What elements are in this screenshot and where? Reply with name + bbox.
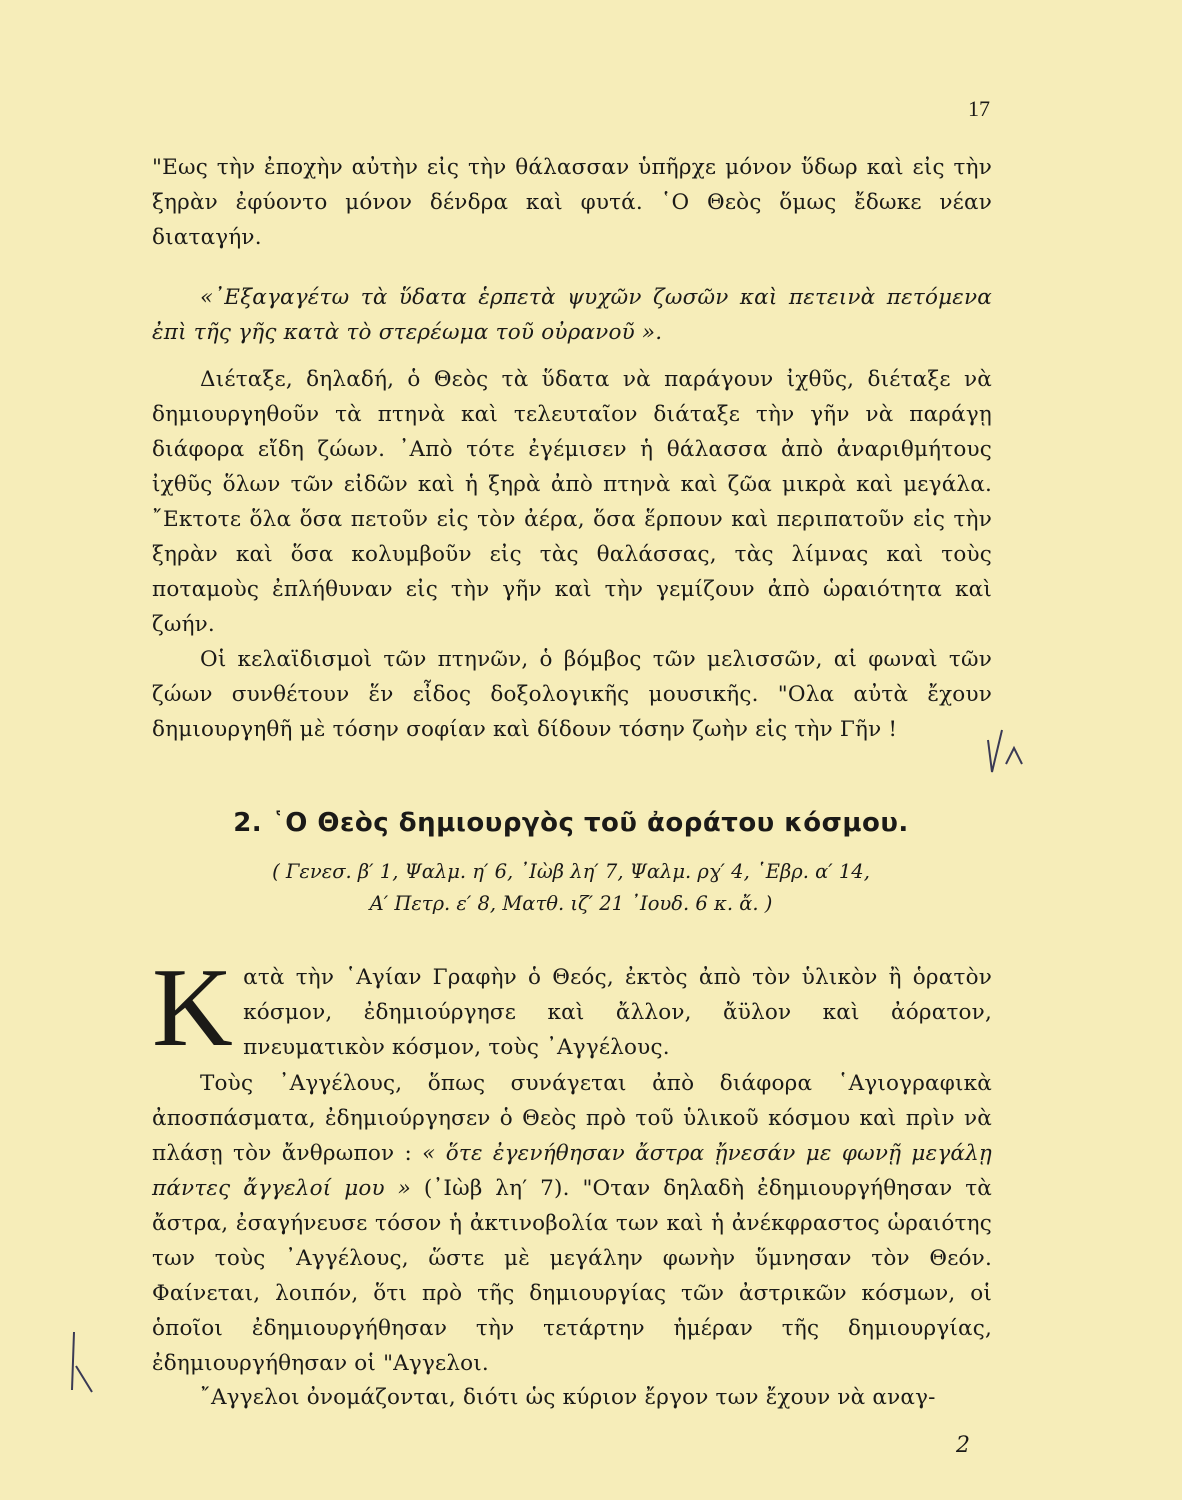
paragraph-1-text: "Εως τὴν ἐποχὴν αὐτὴν εἰς τὴν θάλασσαν ὑπῆρχε μόνον ὕδωρ καὶ εἰς τὴν ξηρὰν ἐφύοντο μόνον δένδρα καὶ φυτά. ῾Ο Θεὸς ὅμως ἔδωκε νέαν διαταγήν.: [152, 155, 992, 250]
paragraph-6-end: (᾿Ιὼβ λη′ 7). "Οταν δηλαδὴ ἐδημιουργήθησαν τὰ ἄστρα, ἐσαγήνευσε τόσον ἡ ἀκτινοβολία των καὶ ἡ ἀνέκφραστος ὡραιότης των τοὺς ᾿Αγγέλους, ὥστε μὲ μεγάλην φωνὴν ὕμνησαν τὸν Θεόν. Φαίνεται, λοιπόν, ὅτι πρὸ τῆς δημιουργίας τῶν ἀστρικῶν κόσμων, οἱ ὁποῖοι ἐδημιουργήθησαν τὴν τετάρτην ἡμέραν τῆς δημιουργίας, ἐδημιουργήθησαν οἱ "Αγγελοι.: [152, 1176, 993, 1376]
scripture-quote-text: «᾿Εξαγαγέτω τὰ ὕδατα ἑρπετὰ ψυχῶν ζωσῶν καὶ πετεινὰ πετόμενα ἐπὶ τῆς γῆς κατὰ τὸ στερέωμα τοῦ οὐρανοῦ ».: [152, 285, 992, 345]
paragraph-3-text: Διέταξε, δηλαδή, ὁ Θεὸς τὰ ὕδατα νὰ παράγουν ἰχθῦς, διέταξε νὰ δημιουργηθοῦν τὰ πτηνὰ καὶ τελευταῖον διάταξε τὴν γῆν νὰ παράγῃ διάφορα εἴδη ζώων. ᾿Απὸ τότε ἐγέμισεν ἡ θάλασσα ἀπὸ ἀναριθμήτους ἰχθῦς ὅλων τῶν εἰδῶν καὶ ἡ ξηρὰ ἀπὸ πτηνὰ καὶ ζῶα μικρὰ καὶ μεγάλα. ῎Εκτοτε ὅλα ὅσα πετοῦν εἰς τὸν ἀέρα, ὅσα ἕρπουν καὶ περιπατοῦν εἰς τὴν ξηρὰν καὶ ὅσα κολυμβοῦν εἰς τὰς θαλάσσας, τὰς λίμνας καὶ τοὺς ποταμοὺς ἐπλήθυναν εἰς τὴν γῆν καὶ τὴν γεμίζουν ἀπὸ ὡραιότητα καὶ ζωήν.: [152, 367, 992, 637]
page-number: 17: [968, 96, 990, 121]
scripture-quote: [152, 280, 992, 350]
paragraph-6: [152, 1066, 992, 1381]
paragraph-3: [152, 362, 992, 642]
scripture-references: [150, 856, 992, 920]
paragraph-1: [152, 150, 992, 255]
pencil-margin-mark-icon: [66, 1326, 98, 1396]
paragraph-5-text: ατὰ τὴν ῾Αγίαν Γραφὴν ὁ Θεός, ἐκτὸς ἀπὸ τὸν ὑλικὸν ἢ ὁρατὸν κόσμον, ἐδημιούργησε καὶ ἄλλον, ἄϋλον καὶ ἀόρατον, πνευματικὸν κόσμον, τοὺς ᾿Αγγέλους.: [243, 965, 992, 1060]
paragraph-6-quote: « ὅτε ἐγενήθησαν ἄστρα ᾔνεσάν με φωνῇ μεγάλῃ πάντες ἄγγελοί μου »: [152, 1141, 992, 1201]
paragraph-4-text: Οἱ κελαϊδισμοὶ τῶν πτηνῶν, ὁ βόμβος τῶν μελισσῶν, αἱ φωναὶ τῶν ζώων συνθέτουν ἕν εἶδος δοξολογικῆς μουσικῆς. "Ολα αὐτὰ ἔχουν δημιουργηθῆ μὲ τόσην σοφίαν καὶ δίδουν τόσην ζωὴν εἰς τὴν Γῆν !: [152, 647, 992, 742]
pencil-check-mark-icon: [984, 720, 1026, 776]
scripture-references-line-1: ( Γενεσ. β′ 1, Ψαλμ. η′ 6, ᾿Ιὼβ λη′ 7, Ψαλμ. ρɣ′ 4, ῾Εβρ. α′ 14,: [272, 860, 870, 883]
paragraph-6-body: [152, 1066, 992, 1381]
paragraph-7: [152, 1380, 992, 1415]
scripture-references-line-2: Α′ Πετρ. ε′ 8, Ματθ. ιζ′ 21 ᾿Ιουδ. 6 κ. ἄ. ): [369, 892, 773, 915]
drop-cap-letter: Κ: [152, 946, 234, 1070]
paragraph-7-text: ῎Αγγελοι ὀνομάζονται, διότι ὡς κύριον ἔργον των ἔχουν νὰ αναγ-: [200, 1385, 936, 1410]
paragraph-6-start: Τοὺς ᾿Αγγέλους, ὅπως συνάγεται ἀπὸ διάφορα ῾Αγιογραφικὰ ἀποσπάσματα, ἐδημιούργησεν ὁ Θεὸς πρὸ τοῦ ὑλικοῦ κόσμου καὶ πρὶν νὰ πλάσῃ τὸν ἄνθρωπον :: [152, 1071, 992, 1166]
paragraph-5: [152, 946, 992, 1070]
section-heading: 2. ῾Ο Θεὸς δημιουργὸς τοῦ ἀοράτου κόσμου.: [233, 808, 909, 838]
signature-mark: 2: [956, 1433, 970, 1458]
paragraph-4: [152, 642, 992, 747]
